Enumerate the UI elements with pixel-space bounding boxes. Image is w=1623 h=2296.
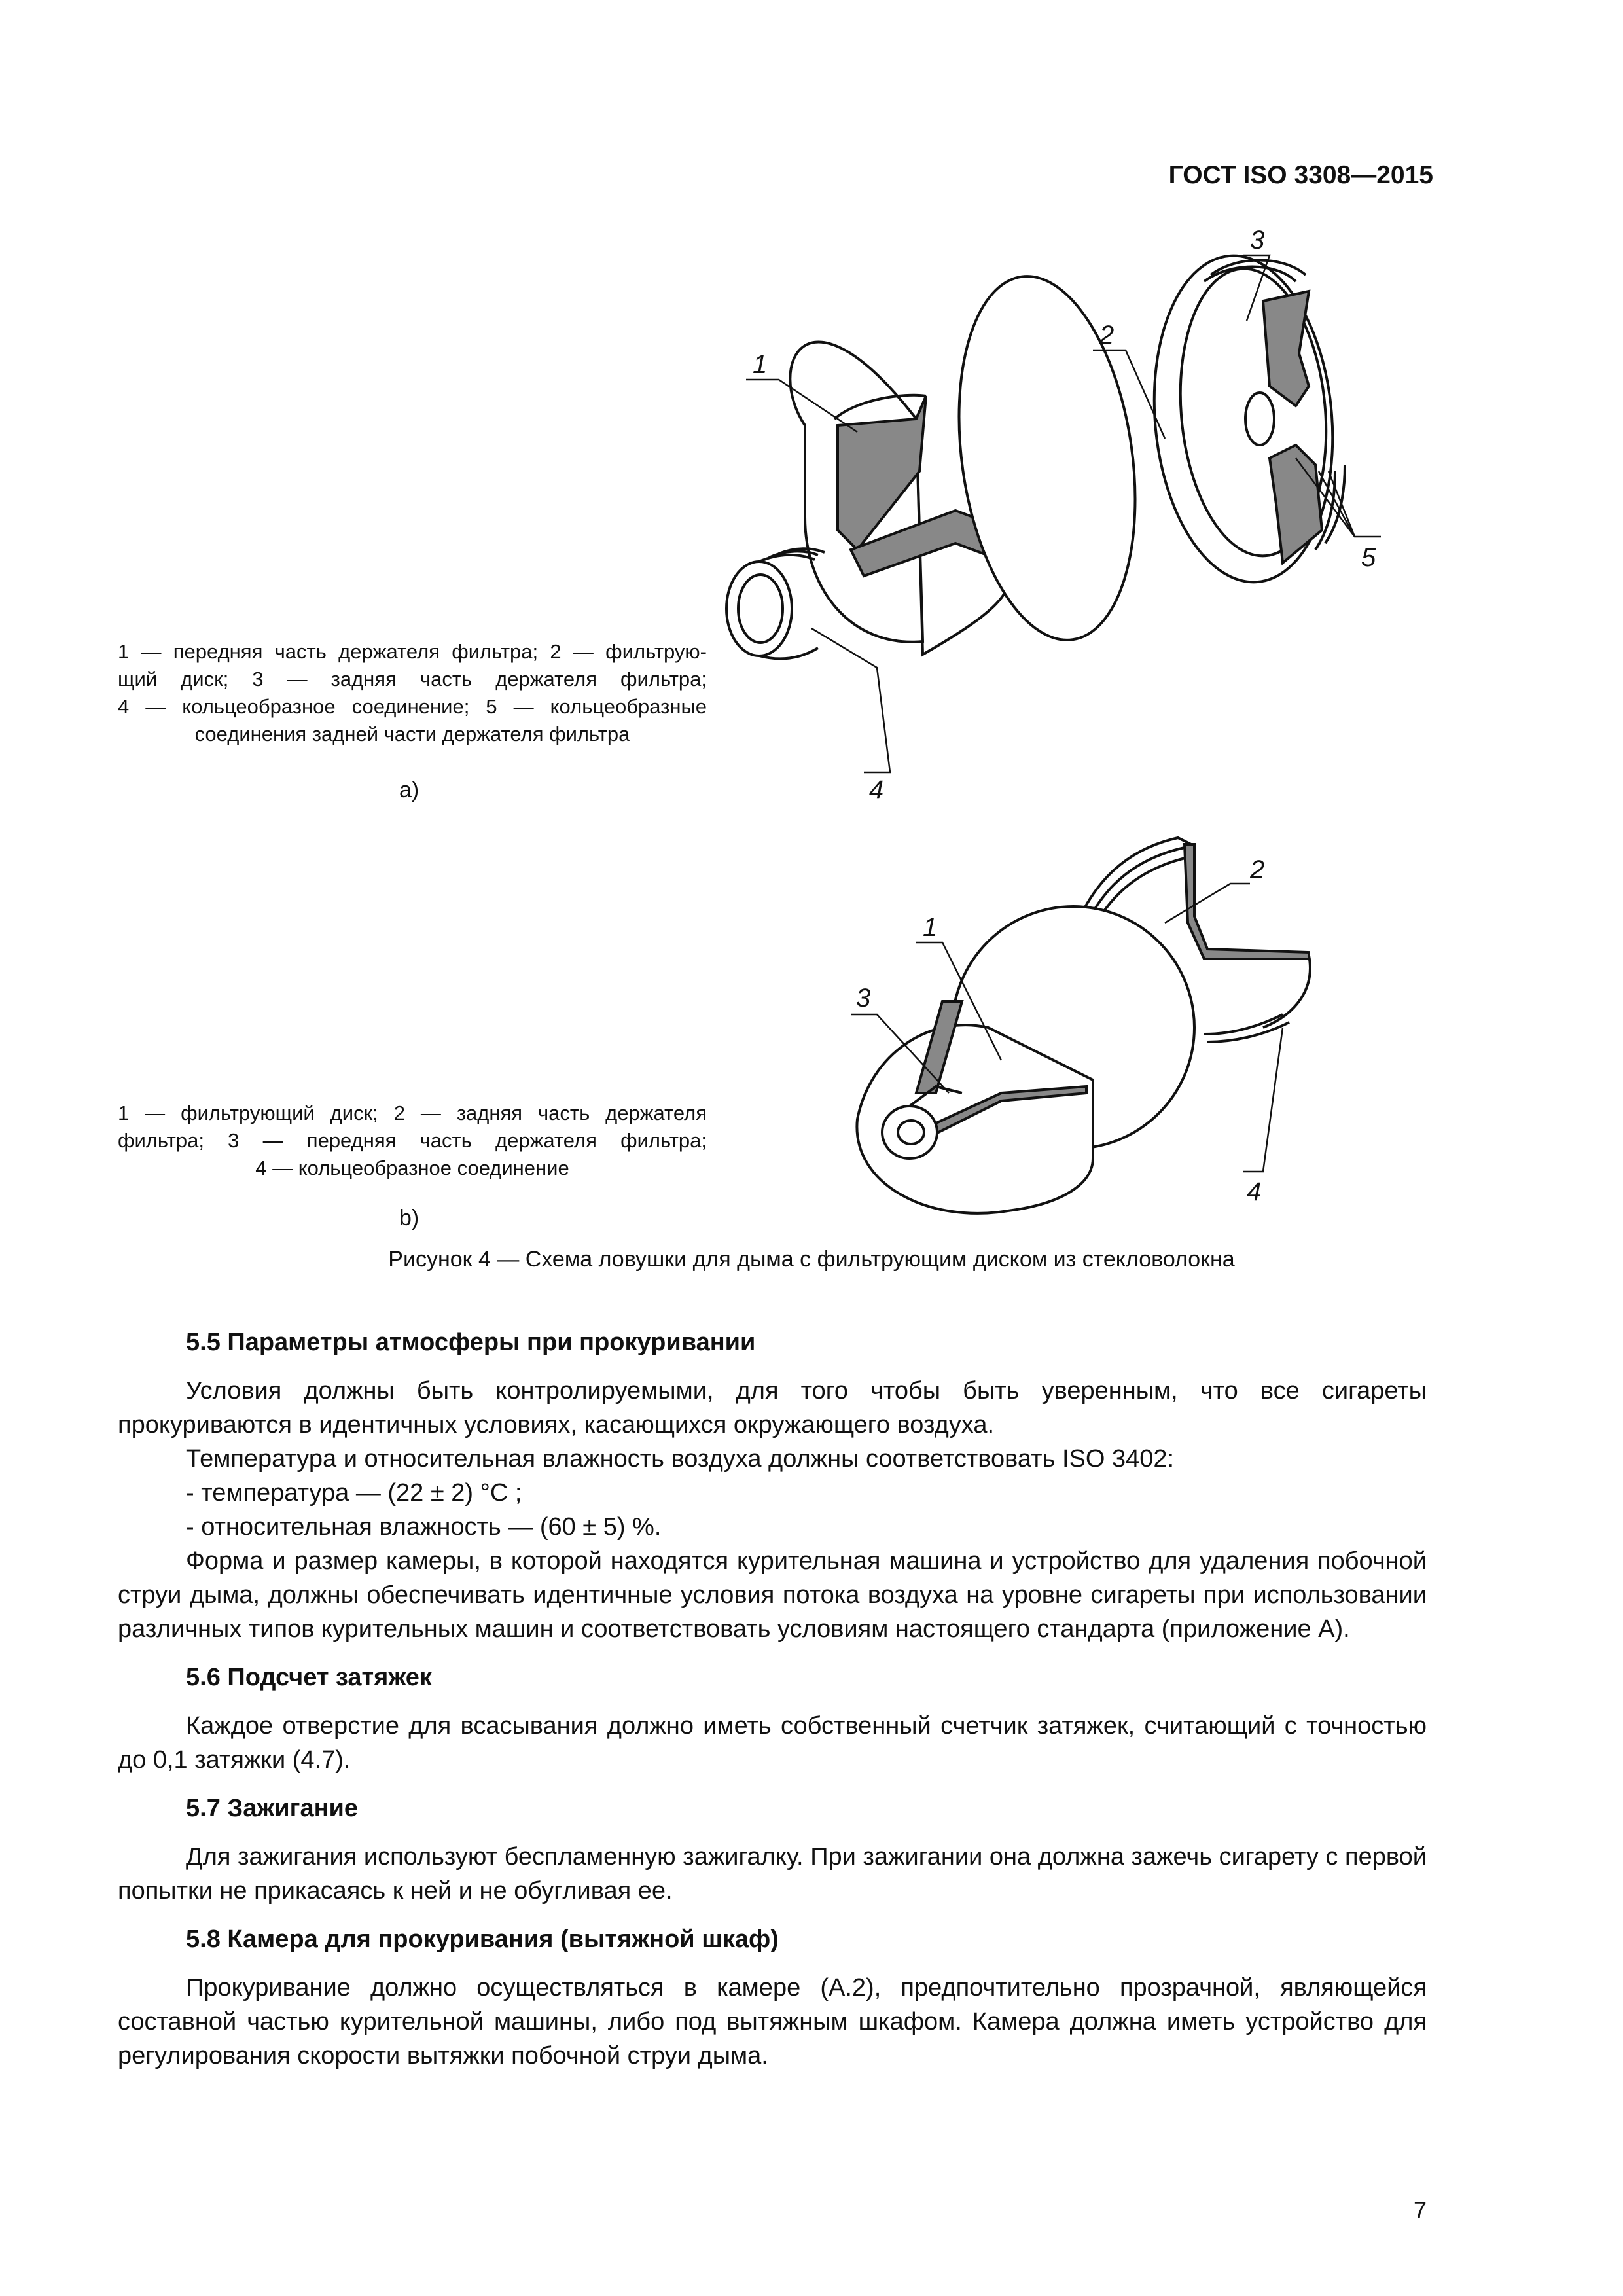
callout-b-2: 2: [1250, 855, 1265, 884]
paragraph: Для зажигания используют беспламенную зажигалку. При зажигании она должна зажечь сигарету с первой попытки не прикасаясь к ней и не обугливая ее.: [118, 1843, 1427, 1905]
list-item: - температура — (22 ± 2) °С ;: [186, 1479, 522, 1507]
body-text: [118, 1325, 1427, 2073]
callout-b-1: 1: [923, 913, 938, 942]
paragraph: Форма и размер камеры, в которой находятся курительная машина и устройство для удаления побочной струи дыма, должны обеспечивать идентичные условия потока воздуха на уровне сигареты при использовании различных типов курительных машин и соответствовать условиям настоящего стандарта (приложение А).: [118, 1547, 1427, 1643]
caption-line: 1 — передняя часть держателя фильтра; 2 — фильтрую-: [118, 640, 707, 663]
caption-line: 4 — кольцеобразное соединение; 5 — кольцеобразные: [118, 695, 707, 718]
figure-b-caption: [118, 1100, 707, 1182]
figure-a-drawing: [707, 223, 1459, 805]
callout-b-4: 4: [1247, 1177, 1262, 1206]
caption-line: 1 — фильтрующий диск; 2 — задняя часть держателя: [118, 1102, 707, 1124]
callout-a-5: 5: [1361, 543, 1376, 572]
section-title: 5.7 Зажигание: [186, 1795, 359, 1822]
caption-line: щий диск; 3 — задняя часть держателя фильтра;: [118, 668, 707, 691]
section-title: 5.5 Параметры атмосферы при прокуривании: [186, 1329, 756, 1356]
paragraph: Прокуривание должно осуществляться в камере (А.2), предпочтительно прозрачной, являющейся составной частью курительной машины, либо под вытяжным шкафом. Камера должна иметь устройство для регулирования скорости вытяжки побочной струи дыма.: [118, 1974, 1427, 2070]
paragraph: Температура и относительная влажность воздуха должны соответствовать ISO 3402:: [186, 1445, 1175, 1473]
figure-a-caption: [118, 638, 707, 748]
paragraph: Каждое отверстие для всасывания должно иметь собственный счетчик затяжек, считающий с точностью до 0,1 затяжки (4.7).: [118, 1712, 1427, 1774]
back-holder-face: [1141, 248, 1346, 590]
paragraph: Условия должны быть контролируемыми, для того чтобы быть уверенным, что все сигареты прокуриваются в идентичных условиях, касающихся окружающего воздуха.: [118, 1377, 1427, 1439]
back-holder-section: [1185, 844, 1309, 959]
figure-title: Рисунок 4 — Схема ловушки для дыма с фильтрующим диском из стекловолокна: [388, 1247, 1235, 1272]
callout-a-4: 4: [869, 776, 884, 804]
section-title: 5.8 Камера для прокуривания (вытяжной шкаф): [186, 1926, 779, 1953]
page-number: 7: [1413, 2197, 1427, 2223]
figure-a-sublabel: a): [399, 778, 419, 802]
callout-a-3: 3: [1250, 226, 1265, 255]
standard-header: ГОСТ ISO 3308—2015: [1168, 161, 1433, 189]
caption-line: фильтра; 3 — передняя часть держателя фильтра;: [118, 1129, 707, 1152]
callout-a-2: 2: [1099, 321, 1115, 350]
caption-line: соединения задней части держателя фильтра: [194, 723, 630, 745]
callout-a-1: 1: [753, 350, 768, 379]
list-item: - относительная влажность — (60 ± 5) %.: [186, 1513, 662, 1541]
caption-line: 4 — кольцеобразное соединение: [255, 1157, 569, 1179]
figure-b-sublabel: b): [399, 1206, 419, 1230]
section-title: 5.6 Подсчет затяжек: [186, 1664, 432, 1691]
filter-disc: [937, 265, 1156, 652]
figure-b-drawing: [812, 818, 1400, 1237]
callout-b-3: 3: [856, 984, 871, 1013]
